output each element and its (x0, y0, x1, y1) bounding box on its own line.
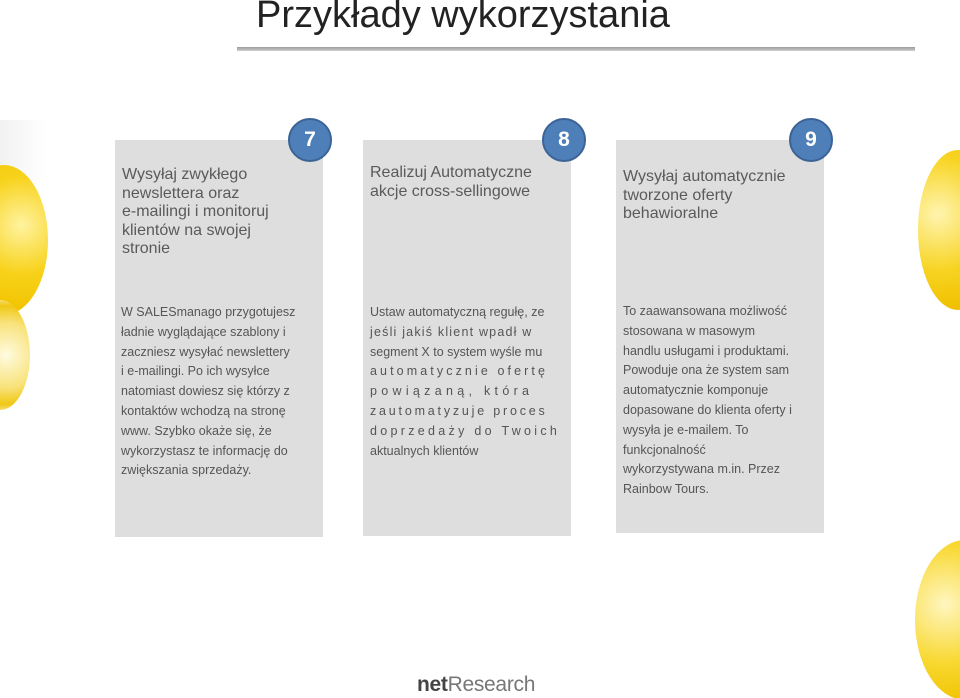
card-body (370, 303, 565, 461)
body-line: natomiast dowiesz się którzy z (121, 384, 290, 399)
netresearch-logo (417, 673, 535, 697)
heading-line: Realizuj Automatyczne (370, 164, 532, 181)
body-line: Ustaw automatyczną regułę, ze (370, 305, 545, 319)
body-line: doprzedaży do Twoich (370, 423, 561, 438)
card-heading (122, 166, 312, 259)
body-line: segment X to system wyśle mu (370, 344, 543, 359)
body-line: wysyła je e-mailem. To (623, 422, 749, 437)
body-line: To zaawansowana możliwość (623, 304, 787, 318)
body-line: zwiększania sprzedaży. (121, 463, 252, 478)
body-line: wykorzystywana m.in. Przez (623, 462, 780, 477)
slide-title: Przykłady wykorzystania (256, 0, 670, 36)
card-body (121, 303, 317, 481)
step-number-badge: 8 (542, 118, 586, 162)
body-line: handlu usługami i produktami. (623, 343, 790, 358)
body-line: Rainbow Tours. (623, 482, 709, 497)
title-divider (237, 47, 915, 51)
card-heading (370, 164, 565, 201)
body-line: www. Szybko okaże się, że (121, 423, 272, 438)
body-line: ładnie wyglądające szablony i (121, 324, 286, 339)
body-line: automatycznie komponuje (623, 383, 769, 398)
logo-text-net: net (417, 673, 448, 696)
body-line: jeśli jakiś klient wpadł w (370, 324, 533, 339)
lemon-image (918, 150, 960, 310)
logo-text-research: Research (447, 673, 536, 696)
body-line: automatycznie ofertę (370, 364, 549, 379)
heading-line: tworzone oferty (623, 186, 733, 204)
body-line: funkcjonalność (623, 442, 706, 457)
body-line: aktualnych klientów (370, 443, 479, 458)
body-line: wykorzystasz te informację do (121, 443, 288, 458)
lemon-image (915, 540, 960, 698)
heading-line: akcje cross-sellingowe (370, 182, 531, 200)
heading-line: stronie (122, 240, 171, 257)
heading-line: behawioralne (623, 205, 719, 222)
step-number-badge: 7 (288, 118, 332, 162)
card-heading (623, 168, 818, 224)
heading-line: Wysyłaj zwykłego (122, 166, 248, 183)
lemon-slice-image (0, 300, 30, 410)
body-line: powiązaną, która (370, 384, 534, 399)
heading-line: klientów na swojej (122, 221, 251, 239)
heading-line: e-mailingi i monitoruj (122, 203, 269, 220)
body-line: zaczniesz wysyłać newslettery (121, 344, 290, 359)
body-line: zautomatyzuje proces (370, 403, 548, 418)
step-number-badge: 9 (789, 118, 833, 162)
heading-line: newslettera oraz (122, 184, 240, 202)
lemon-image (0, 165, 48, 315)
body-line: Powoduje ona że system sam (623, 363, 790, 378)
heading-line: Wysyłaj automatycznie (623, 168, 786, 185)
body-line: W SALESmanago przygotujesz (121, 305, 296, 319)
card-body (623, 302, 818, 500)
body-line: dopasowane do klienta oferty i (623, 402, 792, 417)
body-line: i e-mailingi. Po ich wysyłce (121, 364, 270, 379)
body-line: kontaktów wchodzą na stronę (121, 403, 286, 418)
body-line: stosowana w masowym (623, 323, 755, 338)
